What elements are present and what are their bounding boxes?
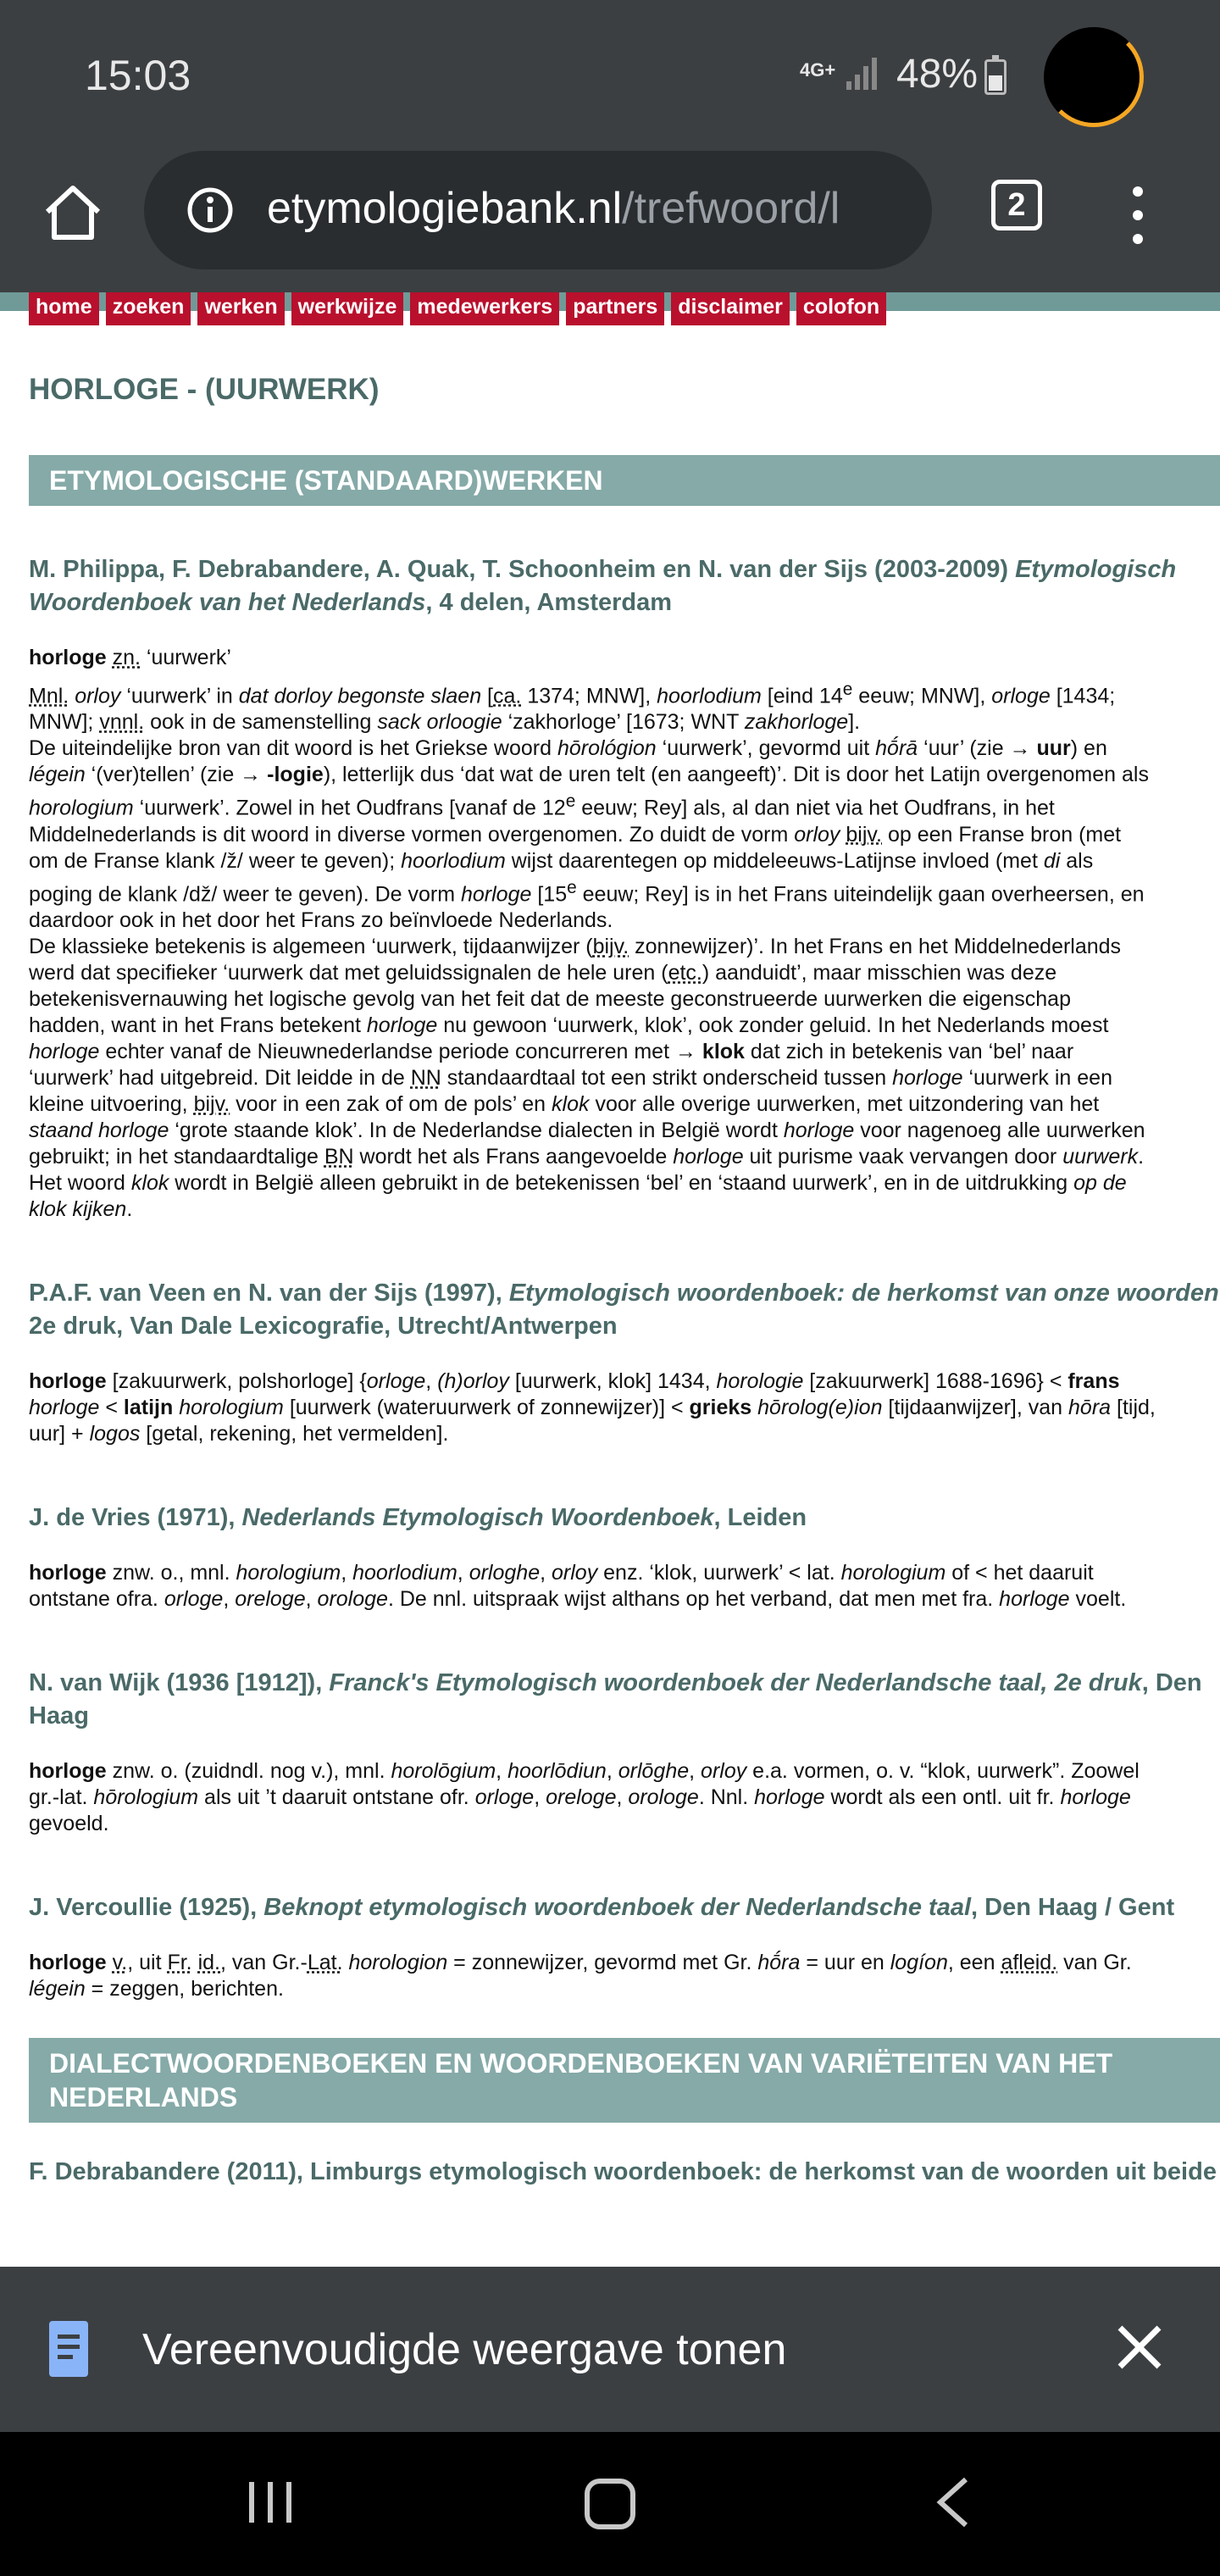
- battery-icon: [984, 59, 1006, 95]
- url-text[interactable]: [267, 183, 911, 234]
- source-author: P.A.F. van Veen en N. van der Sijs (1997),: [29, 1279, 509, 1307]
- source-work: Etymologisch woordenboek: de herkomst van onze woorden: [508, 1279, 1219, 1307]
- entry-text: horloge v., uit Fr. id., van Gr.-Lat. horologion = zonnewijzer, gevormd met Gr. hṓra = uur en logíon, een afleid. van Gr. légein = zeggen, berichten.: [29, 1950, 1132, 2001]
- source-details: , Den Haag / Gent: [971, 1893, 1175, 1921]
- source-details-cont: Haag: [29, 1702, 89, 1729]
- back-icon[interactable]: [932, 2476, 974, 2529]
- source-details: , 4 delen, Amsterdam: [425, 589, 673, 616]
- system-navigation-bar: [0, 2432, 1220, 2576]
- source-title: [29, 553, 1220, 619]
- signal-icon: [843, 53, 884, 93]
- nav-zoeken[interactable]: zoeken: [106, 292, 191, 328]
- reader-mode-banner[interactable]: [0, 2267, 1220, 2432]
- entry-text: horloge [zakuurwerk, polshorloge] {orloge, (h)orloy [uurwerk, klok] 1434, horologie [zakuurwerk] 1688-1696} < frans horloge < latijn horologium [uurwerk (wateruurwerk of zonnewijzer)] < grieks hōrolog(e)ion [tijdaanwijzer], van hōra [tijd, uur] + logos [getal, rekening, het vermelden].: [29, 1368, 1156, 1446]
- info-icon[interactable]: [186, 186, 234, 234]
- source-work: Franck's Etymologisch woordenboek der Nederlandsche taal, 2e druk: [329, 1668, 1142, 1696]
- source-details: , Den: [1141, 1668, 1202, 1696]
- tab-switcher-button[interactable]: 2: [991, 180, 1042, 230]
- nav-partners[interactable]: partners: [566, 292, 664, 328]
- source-work: Etymologisch: [1015, 556, 1177, 583]
- source-title: [29, 1667, 1220, 1733]
- page-title: HORLOGE - (UURWERK): [29, 373, 380, 406]
- recent-apps-icon[interactable]: [246, 2479, 297, 2526]
- source-author: J. de Vries (1971),: [29, 1503, 242, 1531]
- source-title-partial: F. Debrabandere (2011), Limburgs etymologisch woordenboek: de herkomst van de woorden uit beide: [29, 2157, 1217, 2185]
- address-bar[interactable]: [144, 151, 932, 269]
- nav-werkwijze[interactable]: werkwijze: [291, 292, 404, 328]
- section-heading-dialect: [29, 2038, 1220, 2123]
- source-title: [29, 1277, 1220, 1343]
- nav-medewerkers[interactable]: medewerkers: [410, 292, 559, 328]
- close-icon[interactable]: [1110, 2318, 1169, 2377]
- network-type: 4G+: [800, 59, 836, 80]
- source-work-cont: Woordenboek van het Nederlands: [29, 589, 426, 616]
- source-author: J. Vercoullie (1925),: [29, 1893, 264, 1921]
- url-host: etymologiebank.nl: [267, 184, 623, 233]
- source-details: , Leiden: [713, 1503, 807, 1531]
- more-menu-icon[interactable]: [1117, 178, 1159, 254]
- status-bar: [0, 0, 1220, 153]
- entry-text: horloge znw. o., mnl. horologium, hoorlodium, orloghe, orloy enz. ‘klok, uurwerk’ < lat. horologium of < het daaruit ontstane ofra. orloge, oreloge, orologe. De nnl. uitspraak wijst althans op het verband, dat men met fra. horloge voelt.: [29, 1560, 1127, 1611]
- status-time: 15:03: [85, 52, 191, 99]
- source-work: Beknopt etymologisch woordenboek der Nederlandsche taal: [263, 1893, 972, 1921]
- article-content: [29, 373, 1220, 2186]
- avatar[interactable]: [1044, 27, 1144, 127]
- source-details: 2e druk, Van Dale Lexicografie, Utrecht/Antwerpen: [29, 1312, 618, 1340]
- web-page: [0, 292, 1220, 2267]
- home-icon[interactable]: [39, 178, 107, 246]
- document-icon: [47, 2319, 90, 2379]
- nav-colofon[interactable]: colofon: [796, 292, 886, 328]
- nav-home[interactable]: home: [29, 292, 99, 328]
- section-heading-line1: DIALECTWOORDENBOEKEN EN WOORDENBOEKEN VAN VARIËTEITEN VAN HET: [49, 2047, 1113, 2079]
- nav-werken[interactable]: werken: [197, 292, 284, 328]
- url-path: /trefwoord/l: [622, 184, 840, 233]
- reader-mode-label[interactable]: Vereenvoudigde weergave tonen: [142, 2325, 787, 2374]
- source-title: [29, 1891, 1220, 1924]
- battery-percentage: 48%: [896, 52, 979, 97]
- entry-text: horloge znw. o. (zuidndl. nog v.), mnl. horolōgium, hoorlōdiun, orlōghe, orloy e.a. vormen, o. v. “klok, uurwerk”. Zoowel gr.-lat. hōrologium als uit ’t daaruit ontstane ofr. orloge, oreloge, orologe. Nnl. horloge wordt als een ontl. uit fr. horloge gevoeld.: [29, 1758, 1140, 1835]
- entry-text: horloge zn. ‘uurwerk’ Mnl. orloy ‘uurwerk’ in dat dorloy begonste slaen [ca. 1374; MNW], hoorlodium [eind 14e eeuw; MNW], orloge [1434; MNW]; vnnl. ook in de samenstelling sack orloogie ‘zakhorloge’ [1673; WNT zakhorloge]. De uiteindelijke bron van dit woord is het Griekse woord hōrológion ‘uurwerk’, gevormd uit hṓrā ‘uur’ (zie → uur) en légein ‘(ver)tellen’ (zie → -logie), letterlijk dus ‘dat wat de uren telt (en aangeeft)’. Dit is door het Latijn overgenomen als horologium ‘uurwerk’. Zowel in het Oudfrans [vanaf de 12e eeuw; Rey] als, al dan niet via het Oudfrans, in het Middelnederlands is dit woord in diverse vormen overgenomen. Zo duidt de vorm orloy bijv. op een Franse bron (met om de Franse klank /ž/ weer te geven); hoorlodium wijst daarentegen op middeleeuws-Latijnse invloed (met di als poging de klank /dž/ weer te geven). De vorm horloge [15e eeuw; Rey] is in het Frans uiteindelijk gaan overheersen, en daardoor ook in het door het Frans zo beïnvloede Nederlands. De klassieke betekenis is algemeen ‘uurwerk, tijdaanwijzer (bijv. zonnewijzer)’. In het Frans en het Middelnederlands werd dat specifieker ‘uurwerk dat met geluidssignalen de hele uren (etc.) aanduidt’, maar misschien was deze betekenisvernauwing het logische gevolg van het feit dat de meeste geconstrueerde uurwerken die eigenschap hadden, want in het Frans betekent horloge nu gewoon ‘uurwerk, klok’, ook zonder geluid. In het Nederlands moest horloge echter vanaf de Nieuwnederlandse periode concurreren met → klok dat zich in betekenis van ‘bel’ naar ‘uurwerk’ had uitgebreid. Dit leidde in de NN standaardtaal tot een strikt onderscheid tussen horloge ‘uurwerk in een kleine uitvoering, bijv. voor in een zak of om de pols’ en klok voor alle overige uurwerken, met uitzondering van het staand horloge ‘grote staande klok’. In de Nederlandse dialecten in België wordt horloge voor nagenoeg alle uurwerken gebruikt; in het standaardtalige BN wordt het als Frans aangevoelde horloge uit purisme vaak vervangen door uurwerk. Het woord klok wordt in België alleen gebruikt in de betekenissen ‘bel’ en ‘staand uurwerk’, en in de uitdrukking op de klok kijken.: [29, 646, 1149, 1221]
- source-work: Nederlands Etymologisch Woordenboek: [241, 1503, 714, 1531]
- source-title: [29, 1502, 1220, 1535]
- section-heading-line2: NEDERLANDS: [49, 2081, 238, 2112]
- source-author: N. van Wijk (1936 [1912]),: [29, 1668, 330, 1696]
- nav-disclaimer[interactable]: disclaimer: [671, 292, 790, 328]
- site-navigation: [29, 292, 886, 328]
- source-author: M. Philippa, F. Debrabandere, A. Quak, T. Schoonheim en N. van der Sijs (2003-2009): [29, 556, 1016, 583]
- home-nav-button[interactable]: [585, 2479, 635, 2529]
- section-heading-etymological: ETYMOLOGISCHE (STANDAARD)WERKEN: [29, 455, 1220, 506]
